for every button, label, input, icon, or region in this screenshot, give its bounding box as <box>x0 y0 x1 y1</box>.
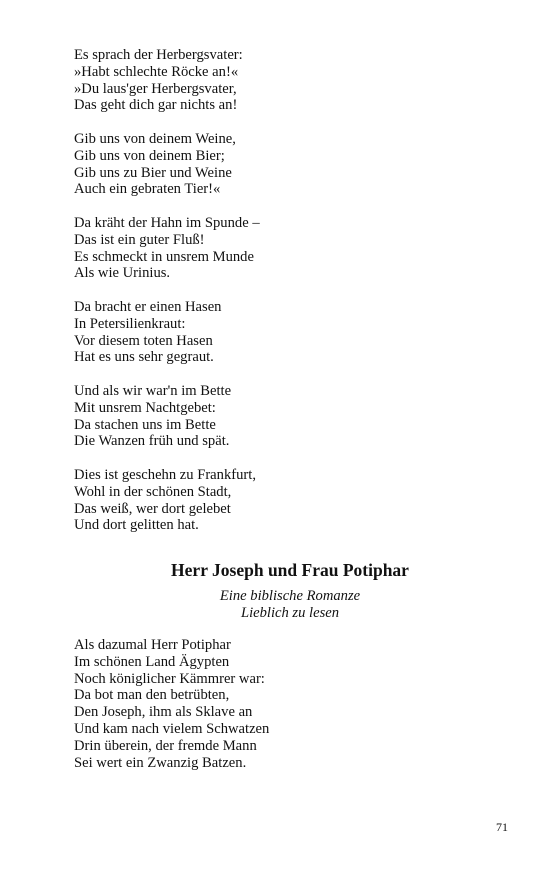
verse-line: Sei wert ein Zwanzig Batzen. <box>74 754 247 771</box>
verse-line: Als wie Urinius. <box>74 265 171 282</box>
stanza <box>74 467 494 534</box>
page-number: 71 <box>496 820 508 834</box>
verse-line: Es sprach der Herbergsvater: <box>74 47 243 63</box>
verse-line: Wohl in der schönen Stadt, <box>74 483 232 500</box>
poem-top <box>74 47 494 551</box>
verse-line: Und kam nach vielem Schwatzen <box>74 720 270 737</box>
verse-line: Da stachen uns im Bette <box>74 416 216 433</box>
verse-line: Gib uns von deinem Bier; <box>74 147 225 164</box>
poem-title: Herr Joseph und Frau Potiphar <box>171 560 409 580</box>
verse-line: Und dort gelitten hat. <box>74 517 199 534</box>
verse-line: Da bracht er einen Hasen <box>74 298 222 315</box>
verse-line: Da kräht der Hahn im Spunde – <box>74 214 260 231</box>
verse-line: Mit unsrem Nachtgebet: <box>74 399 216 416</box>
verse-line: Im schönen Land Ägypten <box>74 653 230 670</box>
poem-subtitle: Eine biblische Romanze <box>219 588 361 604</box>
verse-line: Die Wanzen früh und spät. <box>74 433 230 450</box>
verse-line: Das geht dich gar nichts an! <box>74 97 238 114</box>
poem-subtitle-second: Lieblich zu lesen <box>240 605 340 621</box>
verse-line: Gib uns von deinem Weine, <box>74 130 236 147</box>
verse-line: Und als wir war'n im Bette <box>74 382 232 399</box>
verse-line: Das weiß, wer dort gelebet <box>74 500 231 517</box>
verse-line: Dies ist geschehn zu Frankfurt, <box>74 466 256 483</box>
verse-line: Den Joseph, ihm als Sklave an <box>74 704 253 721</box>
verse-line: Es schmeckt in unsrem Munde <box>74 248 254 265</box>
stanza <box>74 383 494 450</box>
verse-line: Da bot man den betrübten, <box>74 687 230 704</box>
stanza <box>74 637 494 771</box>
verse-line: Noch königlicher Kämmrer war: <box>74 670 265 687</box>
verse-line: In Petersilienkraut: <box>74 315 186 332</box>
stanza <box>74 215 494 282</box>
verse-line: »Du laus'ger Herbergsvater, <box>74 80 237 97</box>
verse-line: »Habt schlechte Röcke an!« <box>74 63 239 80</box>
poem-bottom <box>74 637 494 788</box>
verse-line: Drin überein, der fremde Mann <box>74 737 257 754</box>
verse-line: Hat es uns sehr gegraut. <box>74 349 214 366</box>
verse-line: Gib uns zu Bier und Weine <box>74 164 232 181</box>
verse-line: Auch ein gebraten Tier!« <box>74 181 221 198</box>
verse-line: Als dazumal Herr Potiphar <box>74 637 231 653</box>
verse-line: Das ist ein guter Fluß! <box>74 231 205 248</box>
stanza <box>74 47 494 114</box>
stanza <box>74 299 494 366</box>
stanza <box>74 131 494 198</box>
verse-line: Vor diesem toten Hasen <box>74 332 213 349</box>
